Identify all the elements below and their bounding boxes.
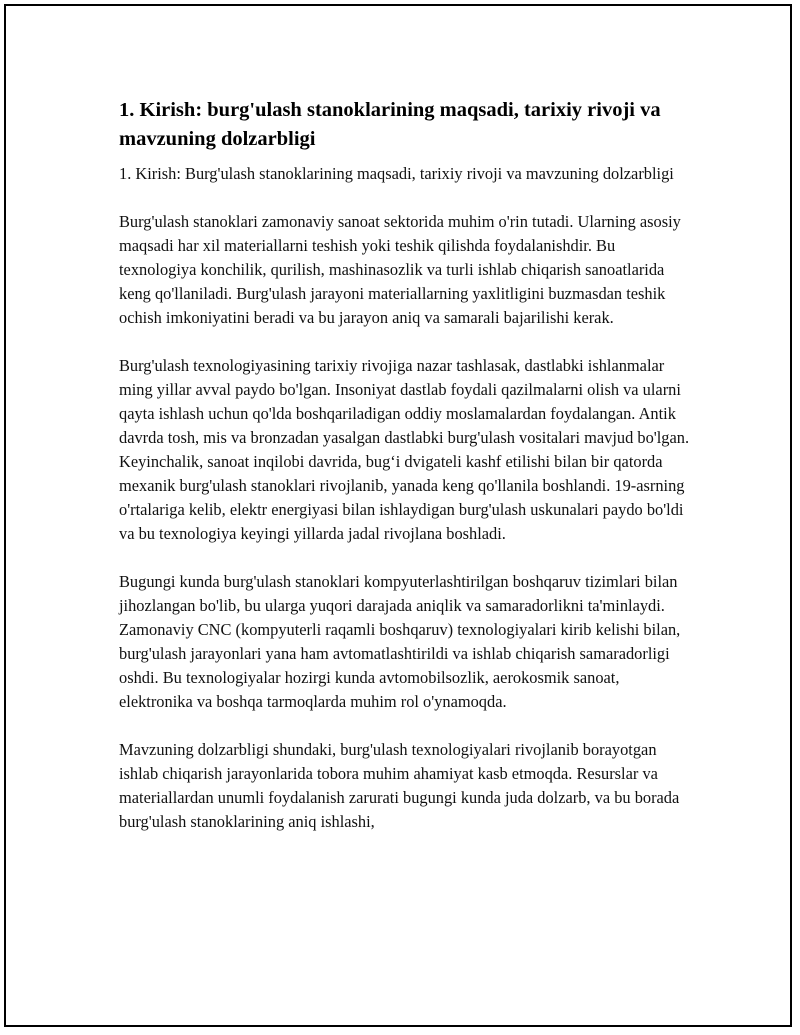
paragraph-purpose: Burg'ulash stanoklari zamonaviy sanoat sektorida muhim o'rin tutadi. Ularning asosiy maqsadi har xil materiallarni teshish yoki teshik qilishda foydalanishdir. Bu texnologiya konchilik, qurilish, mashinasozlik va turli ishlab chiqarish sanoatlarida keng qo'llaniladi. Burg'ulash jarayoni materiallarning yaxlitligini buzmasdan teshik ochish imkoniyatini beradi va bu jarayon aniq va samarali bajarilishi kerak. — [119, 212, 681, 327]
paragraph-modern: Bugungi kunda burg'ulash stanoklari kompyuterlashtirilgan boshqaruv tizimlari bilan jihozlangan bo'lib, bu ularga yuqori darajada aniqlik va samaradorlikni ta'minlaydi. Zamonaviy CNC (kompyuterli raqamli boshqaruv) texnologiyalari kirib kelishi bilan, burg'ulash jarayonlari yana ham avtomatlashtirildi va ishlab chiqarish samaradorligi oshdi. Bu texnologiyalar hozirgi kunda avtomobilsozlik, aerokosmik sanoat, elektronika va boshqa tarmoqlarda muhim rol o'ynamoqda. — [119, 572, 681, 711]
paragraph-history: Burg'ulash texnologiyasining tarixiy rivojiga nazar tashlasak, dastlabki ishlanmalar ming yillar avval paydo bo'lgan. Insoniyat dastlab foydali qazilmalarni olish va ularni qayta ishlash uchun qo'lda boshqariladigan oddiy moslamalardan foydalangan. Antik davrda tosh, mis va bronzadan yasalgan dastlabki burg'ulash vositalari mavjud bo'lgan. Keyinchalik, sanoat inqilobi davrida, bug‘i dvigateli kashf etilishi bilan bir qatorda mexanik burg'ulash stanoklari rivojlanib, yanada keng qo'llanila boshlandi. 19-asrning o'rtalariga kelib, elektr energiyasi bilan ishlaydigan burg'ulash uskunalari paydo bo'ldi va bu texnologiya keyingi yillarda jadal rivojlana boshladi. — [119, 356, 690, 543]
page-frame — [4, 4, 792, 1027]
section-subtitle: 1. Kirish: Burg'ulash stanoklarining maqsadi, tarixiy rivoji va mavzuning dolzarbligi — [119, 164, 674, 183]
section-heading: 1. Kirish: burg'ulash stanoklarining maqsadi, tarixiy rivoji va mavzuning dolzarbligi — [119, 99, 661, 150]
document-body — [119, 96, 694, 858]
paragraph-relevance: Mavzuning dolzarbligi shundaki, burg'ulash texnologiyalari rivojlanib borayotgan ishlab chiqarish jarayonlarida tobora muhim ahamiyat kasb etmoqda. Resurslar va materiallardan unumli foydalanish zarurati bugungi kunda juda dolzarb, va bu borada burg'ulash stanoklarining aniq ishlashi, — [119, 740, 680, 831]
